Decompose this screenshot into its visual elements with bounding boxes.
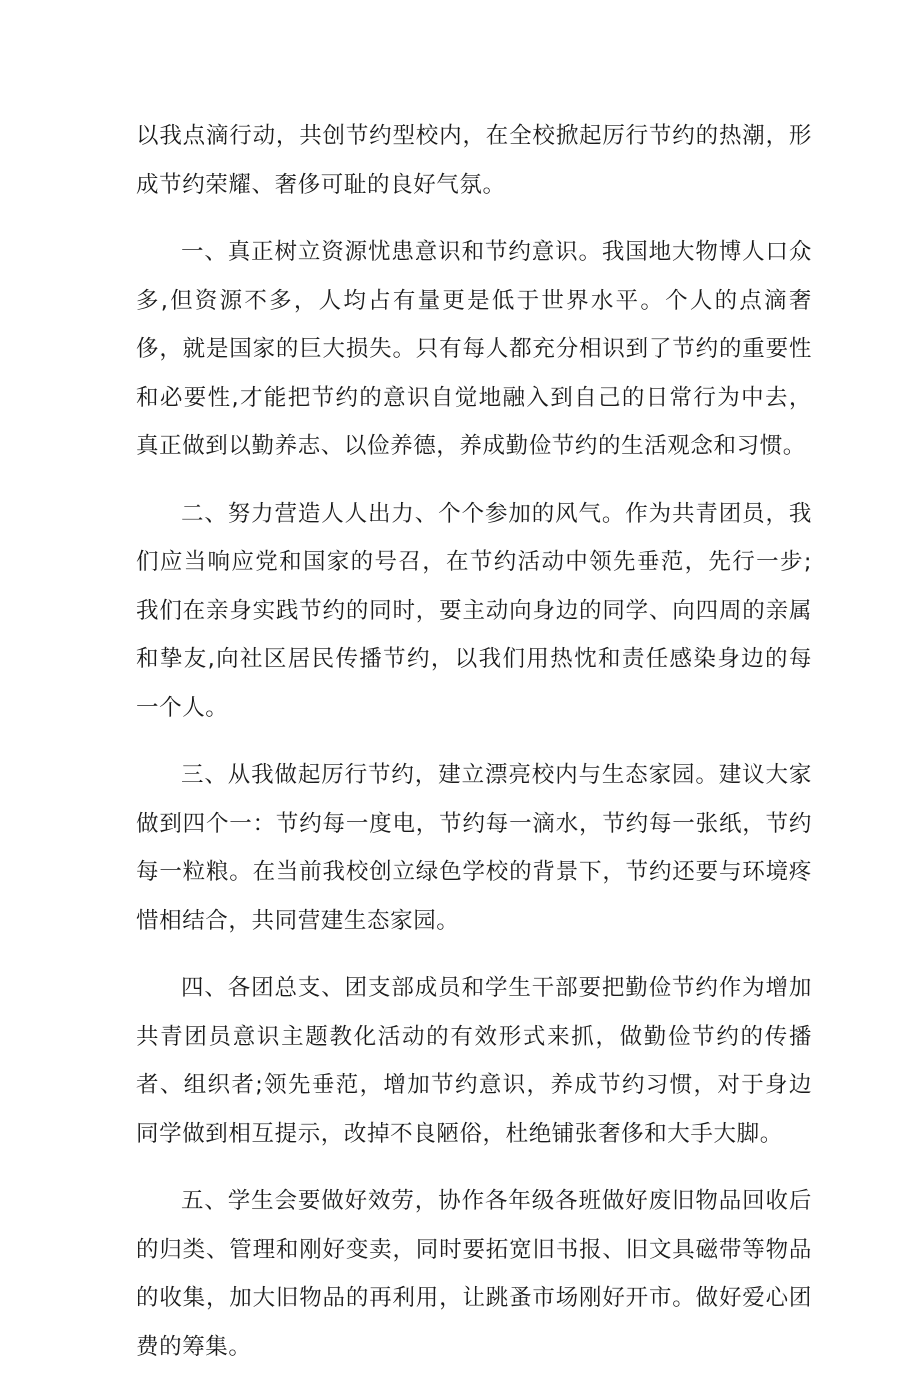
document-body <box>136 112 812 1390</box>
paragraph-point-1: 一、真正树立资源忧患意识和节约意识。我国地大物博人口众多,但资源不多，人均占有量更是低于世界水平。个人的点滴奢侈，就是国家的巨大损失。只有每人都充分相识到了节约的重要性和必要性,才能把节约的意识自觉地融入到自己的日常行为中去，真正做到以勤养志、以俭养德，养成勤俭节约的生活观念和习惯。 <box>136 239 812 459</box>
paragraph-point-4: 四、各团总支、团支部成员和学生干部要把勤俭节约作为增加共青团员意识主题教化活动的有效形式来抓，做勤俭节约的传播者、组织者;领先垂范，增加节约意识，养成节约习惯，对于身边同学做到相互提示，改掉不良陋俗，杜绝铺张奢侈和大手大脚。 <box>136 975 812 1147</box>
paragraph-point-5: 五、学生会要做好效劳，协作各年级各班做好废旧物品回收后的归类、管理和刚好变卖，同时要拓宽旧书报、旧文具磁带等物品的收集，加大旧物品的再利用，让跳蚤市场刚好开市。做好爱心团费的筹集。 <box>136 1188 812 1360</box>
paragraph-intro: 以我点滴行动，共创节约型校内，在全校掀起厉行节约的热潮，形成节约荣耀、奢侈可耻的良好气氛。 <box>136 123 812 198</box>
paragraph-point-3: 三、从我做起厉行节约，建立漂亮校内与生态家园。建议大家做到四个一：节约每一度电，节约每一滴水，节约每一张纸，节约每一粒粮。在当前我校创立绿色学校的背景下，节约还要与环境疼惜相结合，共同营建生态家园。 <box>136 762 812 934</box>
paragraph-point-2: 二、努力营造人人出力、个个参加的风气。作为共青团员，我们应当响应党和国家的号召，在节约活动中领先垂范，先行一步;我们在亲身实践节约的同时，要主动向身边的同学、向四周的亲属和挚友,向社区居民传播节约，以我们用热忱和责任感染身边的每一个人。 <box>136 500 812 721</box>
